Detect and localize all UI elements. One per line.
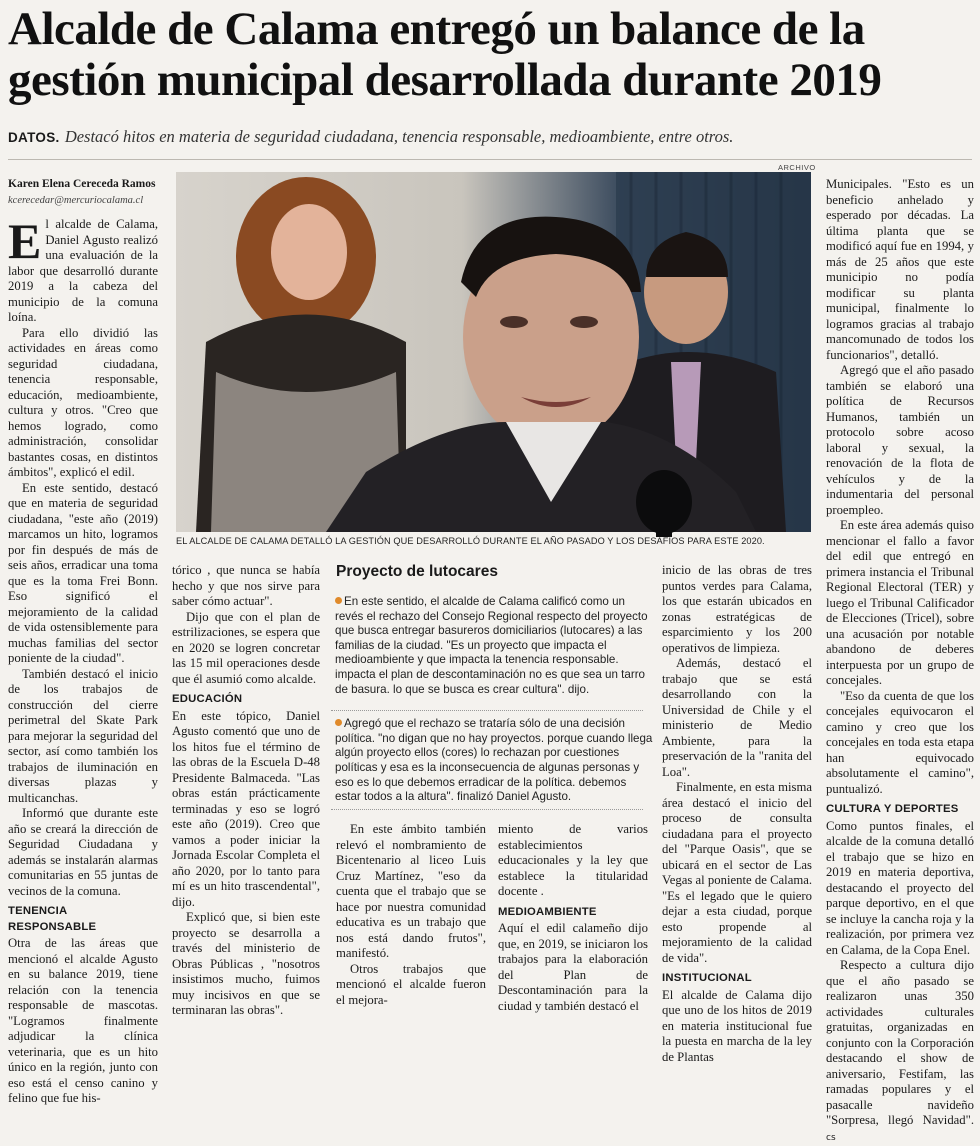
paragraph: Municipales. "Esto es un beneficio anhelado y esperado por décadas. La última planta que se modificó aquí fue en 1994, y más de 25 años que este municipio no podía modificar su planta municipal, finalmente lo logramos gracias al trabajo mancomunado de todos los funcionarios", detalló. [826,177,974,362]
deck-text: Destacó hitos en materia de seguridad ciudadana, tenencia responsable, medioambiente, entre otros. [64,127,734,146]
paragraph: Otros trabajos que mencionó el alcalde fueron el mejora- [336,961,486,1007]
column-3 [336,822,486,1008]
subhead-institucional: INSTITUCIONAL [662,972,752,984]
paragraph: Aquí el edil calameño dijo que, en 2019, se iniciaron los trabajos para la elaboración del Plan de Descontaminación para la ciudad y también destacó el [498,921,648,1013]
photo-illustration [176,172,811,532]
paragraph: Explicó que, si bien este proyecto se desarrolla a través del ministerio de Obras Públicas , "nosotros insistimos mucho, fuimos muy incisivos en que se terminaran las obras". [172,910,320,1017]
photo-credit: ARCHIVO [778,163,816,172]
end-mark: cs [826,1132,836,1143]
sidebar-box [331,559,653,814]
paragraph: tórico , que nunca se había hecho y que nos sirve para saber cómo actuar". [172,563,320,608]
paragraph: También destacó el inicio de los trabajos de construcción del cierre perimetral del Skate Park para mejorar la seguridad del sector, así como también los trabajos de iluminación en diversas plazas y multicanchas. [8,666,158,805]
box-divider [331,710,643,711]
paragraph: En este sentido, destacó que en materia de seguridad ciudadana, "este año (2019) marcamos un hito, logramos por fin después de más de seis años, erradicar una toma que es la toma Frei Bonn. Eso significó el mejoramiento de la calidad de vida ostensiblemente para muchas familias del sector poniente de la ciudad". [8,480,158,665]
paragraph: Respecto a cultura dijo que el año pasado se realizaron unas 350 actividades culturales gratuitas, organizadas en conjunto con la Corporación destacando el show de aniversario, Festifam, las ramadas populares y el pasacalle navideño "Sorpresa, llegó Navidad". cs [826,958,974,1143]
paragraph: miento de varios establecimientos educacionales y la ley que establece la titularidad docente . [498,822,648,898]
author-email: kcerecedar@mercuriocalama.cl [8,194,144,206]
paragraph: En este área además quiso mencionar el fallo a favor del edil que entregó en primera instancia el Tribunal Regional Electoral (TER) y luego el Tribunal Calificador de Elecciones (Tricel), sobre una acusación por notable abandono de deberes interpuesta por un grupo de concejales. [826,518,974,687]
subhead-educacion: EDUCACIÓN [172,693,243,705]
paragraph: El alcalde de Calama dijo que uno de los hitos de 2019 en materia institucional fue la puesta en marcha de la ley de Plantas [662,987,812,1064]
column-5 [662,563,812,1065]
column-6 [826,177,974,1146]
box-paragraph: En este sentido, el alcalde de Calama calificó como un revés el rechazo del Consejo Regional respecto del proyecto que busca entregar basureros domiciliarios (lutocares) a las familias de la ciudad. "Es un proyecto que impacta el medioambiente y que impacta la tenencia responsable. impacta el plan de descontaminación no es que sea un tarro de basura. lo que se busca es crear cultura". dijo. [335,595,648,696]
column-1 [8,177,158,1107]
news-photo [176,172,811,532]
paragraph: Dijo que con el plan de estrilizaciones, se espera que en 2020 se logren concretar las 15 mil operaciones desde que él asumió como alcalde. [172,609,320,686]
author-byline: Karen Elena Cereceda Ramos [8,178,156,190]
paragraph: En este ámbito también relevó el nombramiento de Bicentenario al liceo Luis Cruz Martínez, "eso da cuenta que el trabajo que se hace por nuestra comunidad educativa es un trabajo que nos está dando frutos", manifestó. [336,822,486,960]
paragraph: Finalmente, en esta misma área destacó el inicio del proceso de consulta ciudadana para el proyecto del "Parque Oasis", que se ubicará en el sector de Las Vegas al poniente de Calama. "Es el legado que le quiero dejar a esta ciudad, porque esto propende al mejoramiento de la calidad de vida". [662,780,812,965]
paragraph: Para ello dividió las actividades en áreas como seguridad ciudadana, tenencia responsable, educación, medioambiente, cultura y otros. "Creo que hemos logrado, como administración, consolidar bastantes cosas, en distintos ámbitos", explicó el edil. [8,325,158,479]
bullet-icon [335,597,342,604]
headline: Alcalde de Calama entregó un balance de la gestión municipal desarrollada durante 2019 [8,3,882,106]
box-divider [331,809,643,810]
subhead-tenencia: TENENCIA RESPONSABLE [8,905,97,933]
paragraph: Informó que durante este año se creará la dirección de Seguridad Ciudadana y además se instalarán alarmas comunitarias en 55 juntas de vecinos de la comuna. [8,806,158,898]
box-paragraph: Agregó que el rechazo se trataría sólo de una decisión política. "no digan que no hay proyectos. porque cuando llega algún proyecto ellos (cores) lo rechazan por cuestiones políticas y esa es la inconsecuencia de algunas personas y eso es lo que debemos erradicar de la política. debemos estar todos a la altura". finalizó Daniel Agusto. [335,717,653,804]
subhead-cultura: CULTURA Y DEPORTES [826,803,959,815]
lead-paragraph: El alcalde de Calama, Daniel Agusto realizó una evaluación de la labor que desarrolló durante 2019 a la cabeza del municipio de la comuna loína. [8,213,158,324]
header-rule [8,159,972,160]
subhead-medioambiente: MEDIOAMBIENTE [498,905,597,918]
paragraph: inicio de las obras de tres puntos verdes para Calama, los que estarán ubicados en zonas estratégicas de esparcimiento y los 200 operativos de limpieza. [662,563,812,655]
paragraph: Otra de las áreas que mencionó el alcalde Agusto en su balance 2019, tiene relación con la tenencia responsable de mascotas. "Logramos finalmente adjudicar la clínica veterinaria, que es un hito único en la región, junto con eso está el censo canino y felino que fue his- [8,936,158,1105]
column-4 [498,822,648,1014]
paragraph: En este tópico, Daniel Agusto comentó que uno de los hitos fue el término de las obras de la Escuela D-48 Presidente Balmaceda. "Las obras están prácticamente terminadas y eso se logró este año (2019). Creo que vamos a poder iniciar la Jornada Escolar Completa el año 2020, por lo tanto para mí es un hito trascendental", dijo. [172,708,320,909]
column-2 [172,563,320,1019]
bullet-icon [335,719,342,726]
paragraph: Además, destacó el trabajo que se está desarrollando con la Universidad de Chile y el ministerio de Medio Ambiente, para la preservación de la "ranita del Loa". [662,656,812,779]
paragraph: Agregó que el año pasado también se elaboró una política de Recursos Humanos, también un protocolo sobre acoso laboral y sexual, la renovación de la flota de vehículos y de la indumentaria del personal proempleo. [826,363,974,517]
paragraph: Como puntos finales, el alcalde de la comuna detalló el trabajo que se hizo en 2019 en materia deportiva, destacando el proyecto del parque deportivo, en el que se incluye la cancha roja y la realización, por primera vez en Calama, de la Copa Enel. [826,818,974,957]
deck [8,126,972,149]
dropcap: E [8,213,42,269]
box-title: Proyecto de lutocares [336,563,498,580]
photo-caption: EL ALCALDE DE CALAMA DETALLÓ LA GESTIÓN QUE DESARROLLÓ DURANTE EL AÑO PASADO Y LOS DESAFÍOS PARA ESTE 2020. [176,536,765,546]
deck-tag: DATOS. [8,130,60,145]
paragraph: "Eso da cuenta de que los concejales equivocaron el camino y creo que los concejales en toda esta etapa han equivocado absolutamente el camino", puntualizó. [826,688,974,796]
